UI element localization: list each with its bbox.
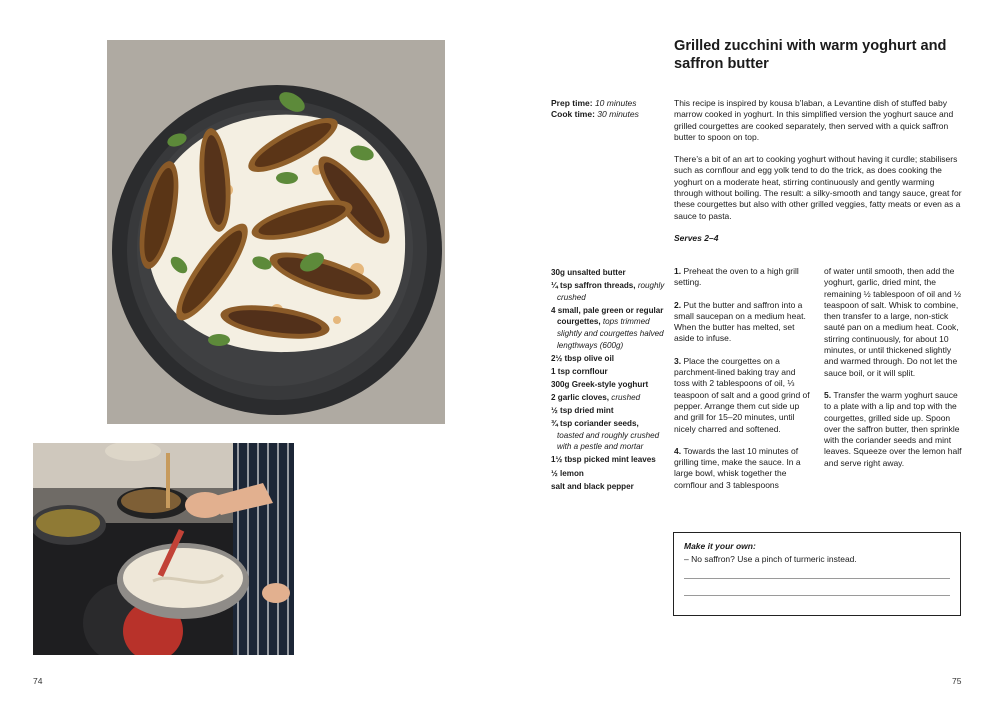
ingredient-list	[551, 267, 666, 494]
ingredient-item	[551, 353, 666, 365]
prep-time-label: Prep time:	[551, 98, 593, 108]
timing	[551, 98, 639, 121]
ingredient-note: toasted and roughly crushed with a pestle and mortar	[557, 430, 660, 452]
method-step	[674, 446, 812, 491]
step-number: 3.	[674, 355, 682, 366]
step-number: 4.	[674, 445, 682, 456]
writing-line	[684, 578, 950, 579]
ingredient-item	[551, 267, 666, 279]
ingredient-quantity: 2 garlic cloves,	[551, 392, 610, 402]
ingredient-quantity: salt and black pepper	[551, 481, 634, 491]
cook-time-value: 30 minutes	[597, 109, 639, 120]
box-title: Make it your own:	[684, 541, 756, 551]
cooking-photo	[33, 443, 294, 655]
ingredient-item	[551, 454, 666, 466]
recipe-title: Grilled zucchini with warm yoghurt and saffron butter	[674, 38, 947, 72]
ingredient-quantity: 2½ tbsp olive oil	[551, 353, 614, 363]
ingredient-item	[551, 366, 666, 378]
prep-time-value: 10 minutes	[594, 98, 637, 108]
ingredient-item	[551, 305, 666, 351]
ingredient-note: tops trimmed slightly and courgettes halved lengthways (600g)	[557, 317, 664, 350]
recipe-intro	[674, 98, 964, 244]
ingredient-item	[551, 405, 666, 417]
intro-paragraph: This recipe is inspired by kousa b’laban, a Levantine dish of stuffed baby marrow cooked in yoghurt. In this simplified version the yoghurt sauce and grilled courgettes are cooked separately, then served with a quick saffron butter to spoon on top.	[674, 98, 954, 142]
ingredient-item	[551, 481, 666, 493]
ingredient-quantity: ¼ tsp saffron threads,	[551, 281, 636, 291]
cook-time	[551, 109, 639, 120]
method-step-continued	[824, 266, 964, 379]
method-step	[674, 356, 812, 435]
ingredient-item	[551, 280, 666, 303]
ingredient-quantity: ½ tsp dried mint	[551, 406, 614, 416]
step-text: Put the butter and saffron into a small saucepan on a medium heat. When the butter has melted, set aside to infuse.	[674, 299, 806, 344]
page-number-right: 75	[952, 676, 962, 686]
method-step	[674, 266, 812, 289]
ingredient-quantity: ¾ tsp coriander seeds,	[551, 419, 639, 429]
page-number-left: 74	[33, 676, 43, 686]
ingredient-item	[551, 468, 666, 480]
step-text: Towards the last 10 minutes of grilling time, make the sauce. In a large bowl, whisk together the cornflour and 3 tablespoons	[674, 445, 801, 490]
step-number: 1.	[674, 266, 682, 276]
method-column-2	[824, 266, 964, 480]
step-text: Preheat the oven to a high grill setting.	[674, 266, 799, 288]
prep-time	[551, 98, 639, 109]
ingredient-item	[551, 392, 666, 404]
writing-line	[684, 595, 950, 596]
serves: Serves 2–4	[674, 232, 719, 243]
method-step	[824, 390, 964, 469]
ingredient-quantity: 4 small, pale green or regular courgettes,	[551, 305, 664, 327]
ingredient-quantity: ½ lemon	[551, 468, 584, 478]
ingredient-item	[551, 418, 666, 453]
ingredient-item	[551, 379, 666, 391]
ingredient-quantity: 1 tsp cornflour	[551, 366, 608, 376]
make-it-your-own-box	[673, 532, 961, 616]
cook-time-label: Cook time:	[551, 109, 595, 120]
dish-photo	[107, 40, 445, 424]
step-number: 5.	[824, 389, 832, 400]
step-text: Place the courgettes on a parchment-lined baking tray and toss with 2 tablespoons of oil, ⅓ teaspoon of salt and a good grind of pepper. Arrange them cut side up and grill for 15–20 minutes, until nicely charred and softened.	[674, 355, 810, 434]
ingredient-note: crushed	[611, 392, 641, 402]
step-text: of water until smooth, then add the yoghurt, garlic, dried mint, the remaining ½ tablespoon of oil and ½ teaspoon of salt. Whisk to combine, then transfer to a large, non-stick sauté pan on a medium heat. Cook, stirring continuously, for about 10 minutes, or until thickened slightly and warmed through. Do not let the sauce boil, or it will split.	[824, 266, 962, 378]
step-text: Transfer the warm yoghurt sauce to a plate with a lip and top with the courgettes, grilled side up. Spoon over the saffron butter, then sprinkle with the coriander seeds and mint leaves. Squeeze over the lemon half and serve right away.	[824, 389, 962, 468]
box-tip: – No saffron? Use a pinch of turmeric instead.	[684, 554, 857, 565]
ingredient-quantity: 1½ tbsp picked mint leaves	[551, 455, 656, 465]
method-step	[674, 300, 812, 345]
step-number: 2.	[674, 299, 682, 310]
method-column-1	[674, 266, 812, 502]
ingredient-quantity: 30g unsalted butter	[551, 268, 626, 277]
intro-paragraph: There’s a bit of an art to cooking yoghurt without having it curdle; stabilisers such as cornflour and egg yolk tend to do the trick, as does cooking the yoghurt on a moderate heat, stirring continuously and gently warming through without boiling. The result: a silky-smooth and tangy sauce, great for these courgettes but also with other grilled veggies, fatty meats or even as a sauce to pasta.	[674, 154, 962, 221]
ingredient-note: roughly crushed	[557, 281, 665, 302]
ingredient-quantity: 300g Greek-style yoghurt	[551, 379, 649, 389]
